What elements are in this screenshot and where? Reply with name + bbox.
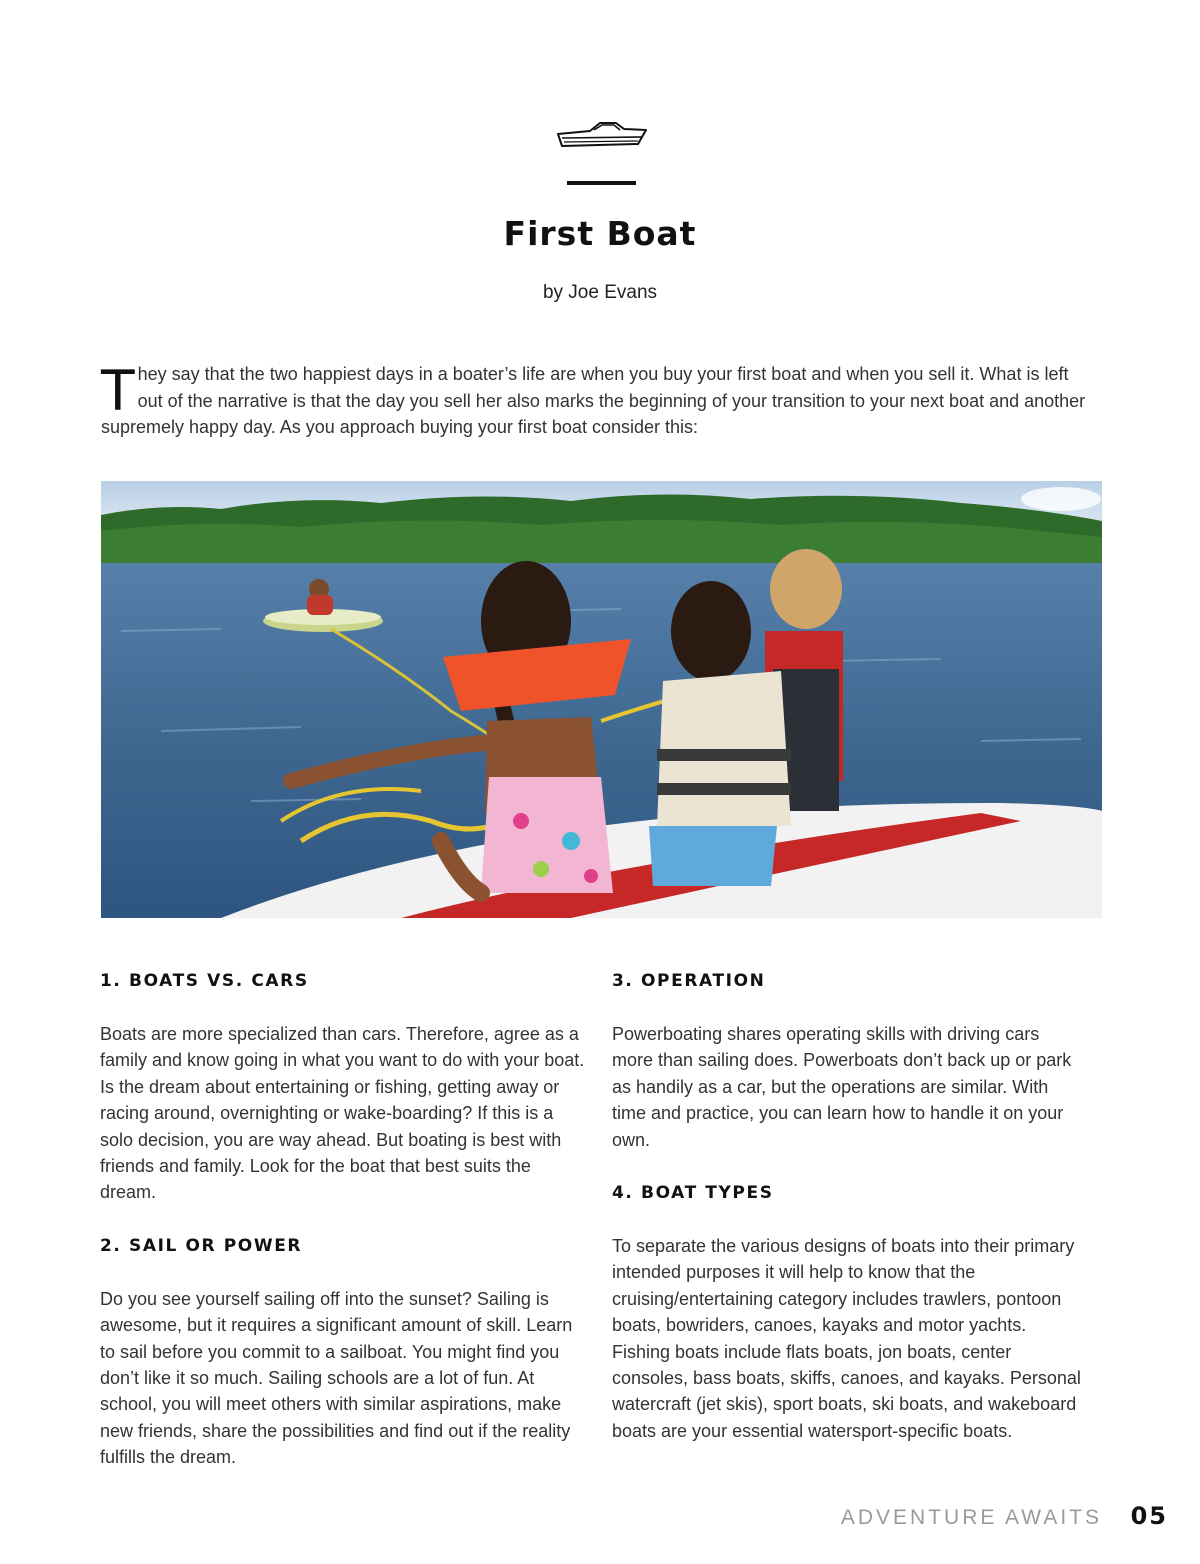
section-body-boat-types: To separate the various designs of boats into their primary intended purposes it will help to know that the cruising/entertaining category includes trawlers, pontoon boats, bowriders, canoes, kayaks and motor yachts. Fishing boats include flats boats, jon boats, center consoles, bass boats, skiffs, canoes, and kayaks. Personal watercraft (jet skis), sport boats, ski boats, and wakeboard boats are your essential watersport-specific boats. <box>612 1236 1081 1441</box>
drop-cap: T <box>101 359 135 423</box>
section-body-sail-or-power: Do you see yourself sailing off into the sunset? Sailing is awesome, but it requires a significant amount of skill. Learn to sail before you commit to a sailboat. You might find you don’t like it so much. Sailing schools are a lot of fun. At school, you will meet others with similar aspirations, make new friends, share the possibilities and find out if the reality fulfills the dream. <box>100 1288 573 1468</box>
section-body-boats-vs-cars: Boats are more specialized than cars. Therefore, agree as a family and know going in what you want to do with your boat. Is the dream about entertaining or fishing, getting away or racing around, overnighting or wake-boarding? If this is a solo decision, you are way ahead. But boating is best with friends and family. Look for the boat that best suits the dream. <box>100 1024 585 1203</box>
article-title: First Boat <box>503 214 697 253</box>
article-photo <box>101 481 1102 918</box>
section-heading-operation: 3. OPERATION <box>612 971 766 991</box>
section-heading-boat-types: 4. BOAT TYPES <box>612 1183 774 1204</box>
page-number: 05 <box>1130 1502 1168 1530</box>
intro-text: hey say that the two happiest days in a boater’s life are when you buy your first boat and when you sell it. What is left out of the narrative is that the day you sell her also marks the beginning of your transition to your next boat and another supremely happy day. As you approach buying your first boat consider this: <box>101 364 1086 437</box>
section-body-operation: Powerboating shares operating skills with driving cars more than sailing does. Powerboats don’t back up or park as handily as a car, but the operations are similar. With time and practice, you can learn how to handle it on your own. <box>612 1024 1072 1150</box>
title-divider <box>567 181 636 185</box>
left-column <box>100 968 590 1471</box>
article-byline: by Joe Evans <box>542 282 658 303</box>
right-column <box>612 968 1082 1444</box>
section-heading-boats-vs-cars: 1. BOATS VS. CARS <box>100 971 309 991</box>
intro-paragraph <box>101 361 1091 441</box>
kids-on-boat-illustration <box>101 481 1102 918</box>
speedboat-icon <box>554 118 648 152</box>
footer-section-label: ADVENTURE AWAITS <box>840 1506 1102 1529</box>
section-heading-sail-or-power: 2. SAIL OR POWER <box>100 1235 303 1256</box>
